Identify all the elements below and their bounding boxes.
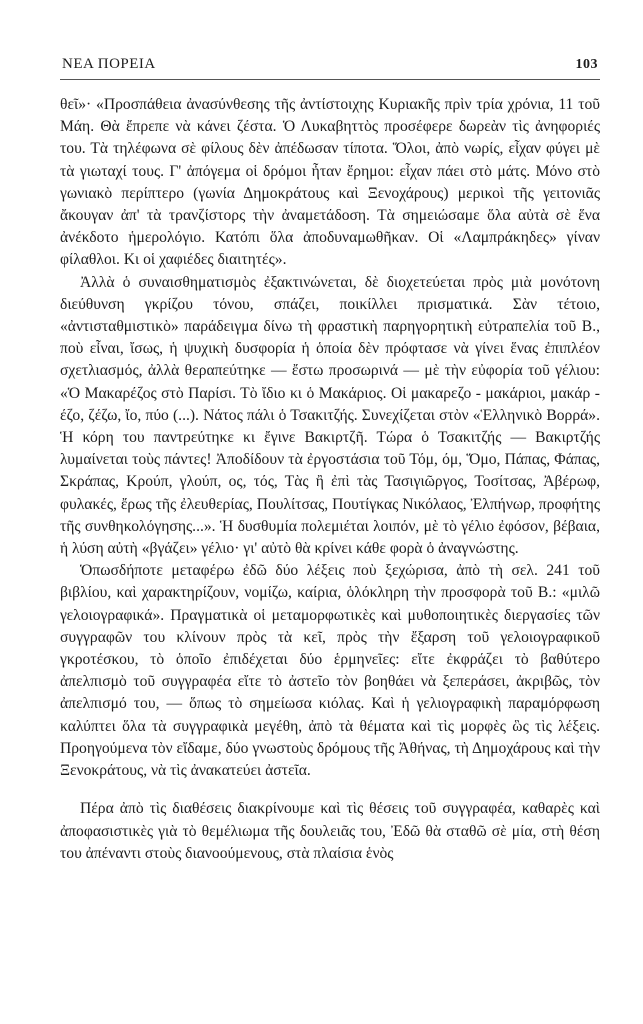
book-page xyxy=(60,56,600,865)
page-number: 103 xyxy=(575,57,598,72)
running-title: ΝΕΑ ΠΟΡΕΙΑ xyxy=(62,56,156,72)
paragraph-4: Πέρα ἀπὸ τὶς διαθέσεις διακρίνουμε καὶ τὶς θέσεις τοῦ συγγραφέα, καθαρὲς καὶ ἀποφασιστικὲς γιὰ τὸ θεμέλιωμα τῆς δουλειᾶς του, Ἐδῶ θὰ σταθῶ σὲ μία, στὴ θέση του ἀπέναντι στοὺς διανοούμενους, στὰ πλαίσια ἑνὸς xyxy=(60,800,600,862)
body-text xyxy=(60,94,600,865)
running-header xyxy=(60,56,600,80)
paragraph-1: θεῖ»· «Προσπάθεια ἀνασύνθεσης τῆς ἀντίστοιχης Κυριακῆς πρὶν τρία χρόνια, 11 τοῦ Μάη. Θὰ ἔπρεπε νὰ κάνει ζέστα. Ὁ Λυκαβηττὸς προσέφερε δωρεὰν τὶς ἀνηφοριές του. Τὰ τηλέφωνα σὲ φίλους δὲν ἀπέδωσαν τίποτα. Ὅλοι, ἀπὸ νωρίς, εἶχαν φύγει μὲ τὰ γιωταχί τους. Γ' ἀπόγεμα οἱ δρόμοι ἦταν ἔρημοι: εἶχαν πάει στὸ μάτς. Μόνο στὸ γωνιακὸ περίπτερο (γωνία Δημοκράτους καὶ Ξενοχάρους) μερικοὶ τῆς γειτονιᾶς ἄκουγαν ἀπ' τὰ τρανζίστορς τὴν ἀναμετάδοση. Τὰ σημειώσαμε ὅλα αὐτὰ σὲ ἕνα ἀνέκδοτο ἡμερολόγιο. Κατόπι ὅλα ἀποδυναμωθῆκαν. Οἱ «Λαμπράκηδες» γίναν φίλαθλοι. Κι οἱ χαφιέδες διαιτητές». xyxy=(60,96,600,269)
paragraph-2: Ἀλλὰ ὁ συναισθηματισμὸς ἐξακτινώνεται, δὲ διοχετεύεται πρὸς μιὰ μονότονη διεύθυνση γκρίζου τόνου, σπάζει, ποικίλλει πρισματικά. Σὰν τέτοιο, «ἀντισταθμιστικὸ» παράδειγμα δίνω τὴ φραστικὴ παρηγορητικὴ εὐτραπελία τοῦ Β., ποὺ εἶναι, ἴσως, ἡ ψυχικὴ δυσφορία ἡ ὁποία δὲν πρόφτασε νὰ γίνει ἕνας ἐπιπλέον σχετλιασμός, ἀλλὰ θεραπεύτηκε — ἔστω προσωρινά — μὲ τὴν εὐφορία τοῦ γέλιου: «Ὁ Μακαρέζος στὸ Παρίσι. Τὸ ἴδιο κι ὁ Μακάριος. Οἱ μακαρεζο - μακάριοι, μακάρ - έζο, ζέζω, ἴο, πύο (...). Νάτος πάλι ὁ Τσακιτζής. Συνεχίζεται στὸν «Ἑλληνικὸ Βορρά». Ἡ κόρη του παντρεύτηκε κι ἔγινε Βακιρτζῆ. Τώρα ὁ Τσακιτζής — Βακιρτζής λυμαίνεται τοὺς πάντες! Ἀποδίδουν τὰ ἐργοστάσια τοῦ Τόμ, όμ, Ὅμο, Πάπας, Φάπας, Σκράπας, Κρούπ, γλούπ, ος, τός, Τὰς ἢ ἐπὶ τὰς Τασιγιῶργος, Τοσίτσας, Ἀβέρωφ, φυλακές, ἔρως τῆς ἐλευθερίας, Πουλίτσας, Πουτίγκας Νικόλαος, Ἐλπήνωρ, προφήτης τῆς συνθηκολόγησης...». Ἡ δυσθυμία πολεμιέται λοιπόν, μὲ τὸ γέλιο ἐφόσον, βέβαια, ἡ λύση αὐτὴ «βγάζει» γέλιο· γι' αὐτὸ θὰ κρίνει κάθε φορὰ ὁ ἀναγνώστης. xyxy=(60,273,600,558)
paragraph-3: Ὁπωσδήποτε μεταφέρω ἐδῶ δύο λέξεις ποὺ ξεχώρισα, ἀπὸ τὴ σελ. 241 τοῦ βιβλίου, καὶ χαρακτηρίζουν, νομίζω, καίρια, ὁλόκληρη τὴν προσφορὰ τοῦ Β.: «μιλῶ γελοιογραφικά». Πραγματικὰ οἱ μεταμορφωτικὲς καὶ μυθοποιητικὲς διεργασίες τῶν συγγραφῶν του κλίνουν πρὸς τὰ κεῖ, πρὸς τὴν ἔξαρση τοῦ γελοιογραφικοῦ γκροτέσκου, τὸ ὁποῖο ἐπιδέχεται δύο ἑρμηνεῖες: εἴτε ἐκφράζει τὸ βαθύτερο ἀπελπισμὸ τοῦ συγγραφέα εἴτε τὸ ἀστεῖο τὸν βοηθάει νὰ ξεπεράσει, ἀκριβῶς, τὸν ἀπελπισμό του, — ὅπως τὸ σημείωσα κιόλας. Καὶ ἡ γελιογραφικὴ παραμόρφωση καλύπτει ὅλα τὰ συγγραφικὰ μεγέθη, ἀπὸ τὰ θέματα καὶ τὶς μορφὲς ὣς τὶς λέξεις. Προηγούμενα τὸν εἴδαμε, δύο γνωστοὺς δρόμους τῆς Ἀθήνας, τὴ Δημοχάρους καὶ τὴν Ξενοκράτους, νὰ τὶς ἀνακατεύει ἀστεῖα. xyxy=(60,562,600,780)
